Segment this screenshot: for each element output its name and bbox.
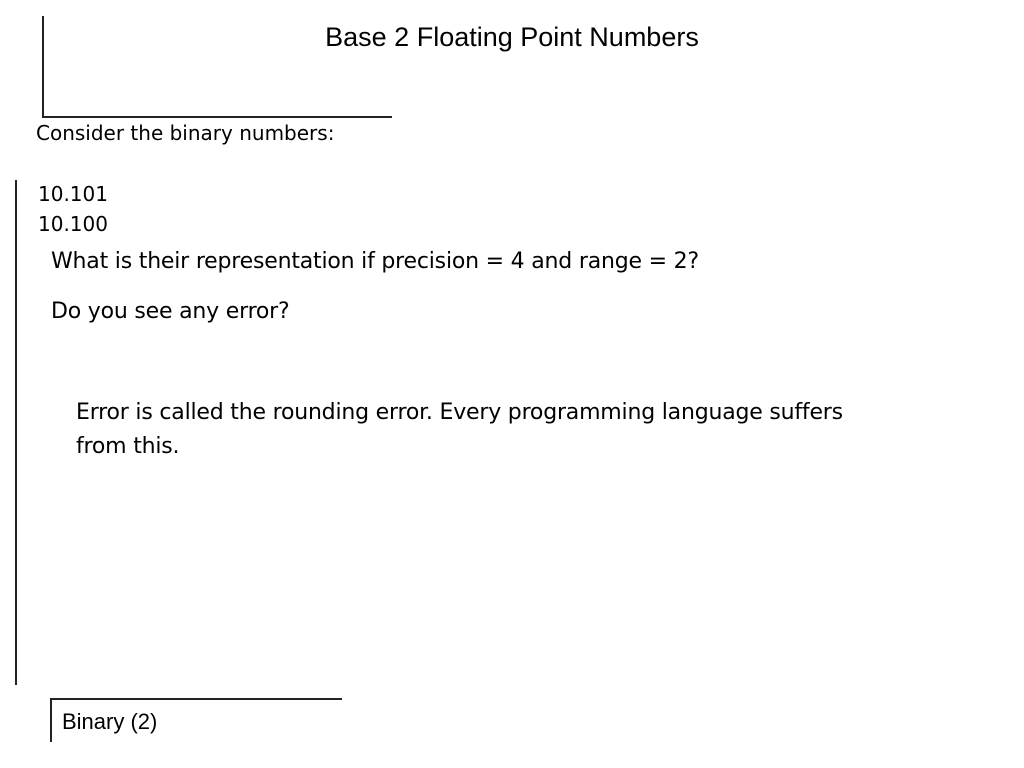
footer-frame-top-line <box>50 698 342 700</box>
question-error: Do you see any error? <box>51 299 290 324</box>
question-precision-range: What is their representation if precision = 4 and range = 2? <box>51 249 699 274</box>
content-frame-left-line <box>15 180 17 685</box>
binary-number-1: 10.101 <box>38 182 108 206</box>
slide-title-text: Base 2 Floating Point Numbers <box>325 22 699 52</box>
footer-frame-left-line <box>50 700 52 742</box>
binary-number-2: 10.100 <box>38 212 108 236</box>
slide-title <box>0 22 1024 53</box>
footer-label: Binary (2) <box>62 709 158 734</box>
title-frame-bottom-line <box>42 116 392 118</box>
intro-text: Consider the binary numbers: <box>36 121 335 145</box>
answer-line-2: from this. <box>76 434 180 459</box>
answer-line-1: Error is called the rounding error. Every programming language suffers <box>76 400 843 425</box>
